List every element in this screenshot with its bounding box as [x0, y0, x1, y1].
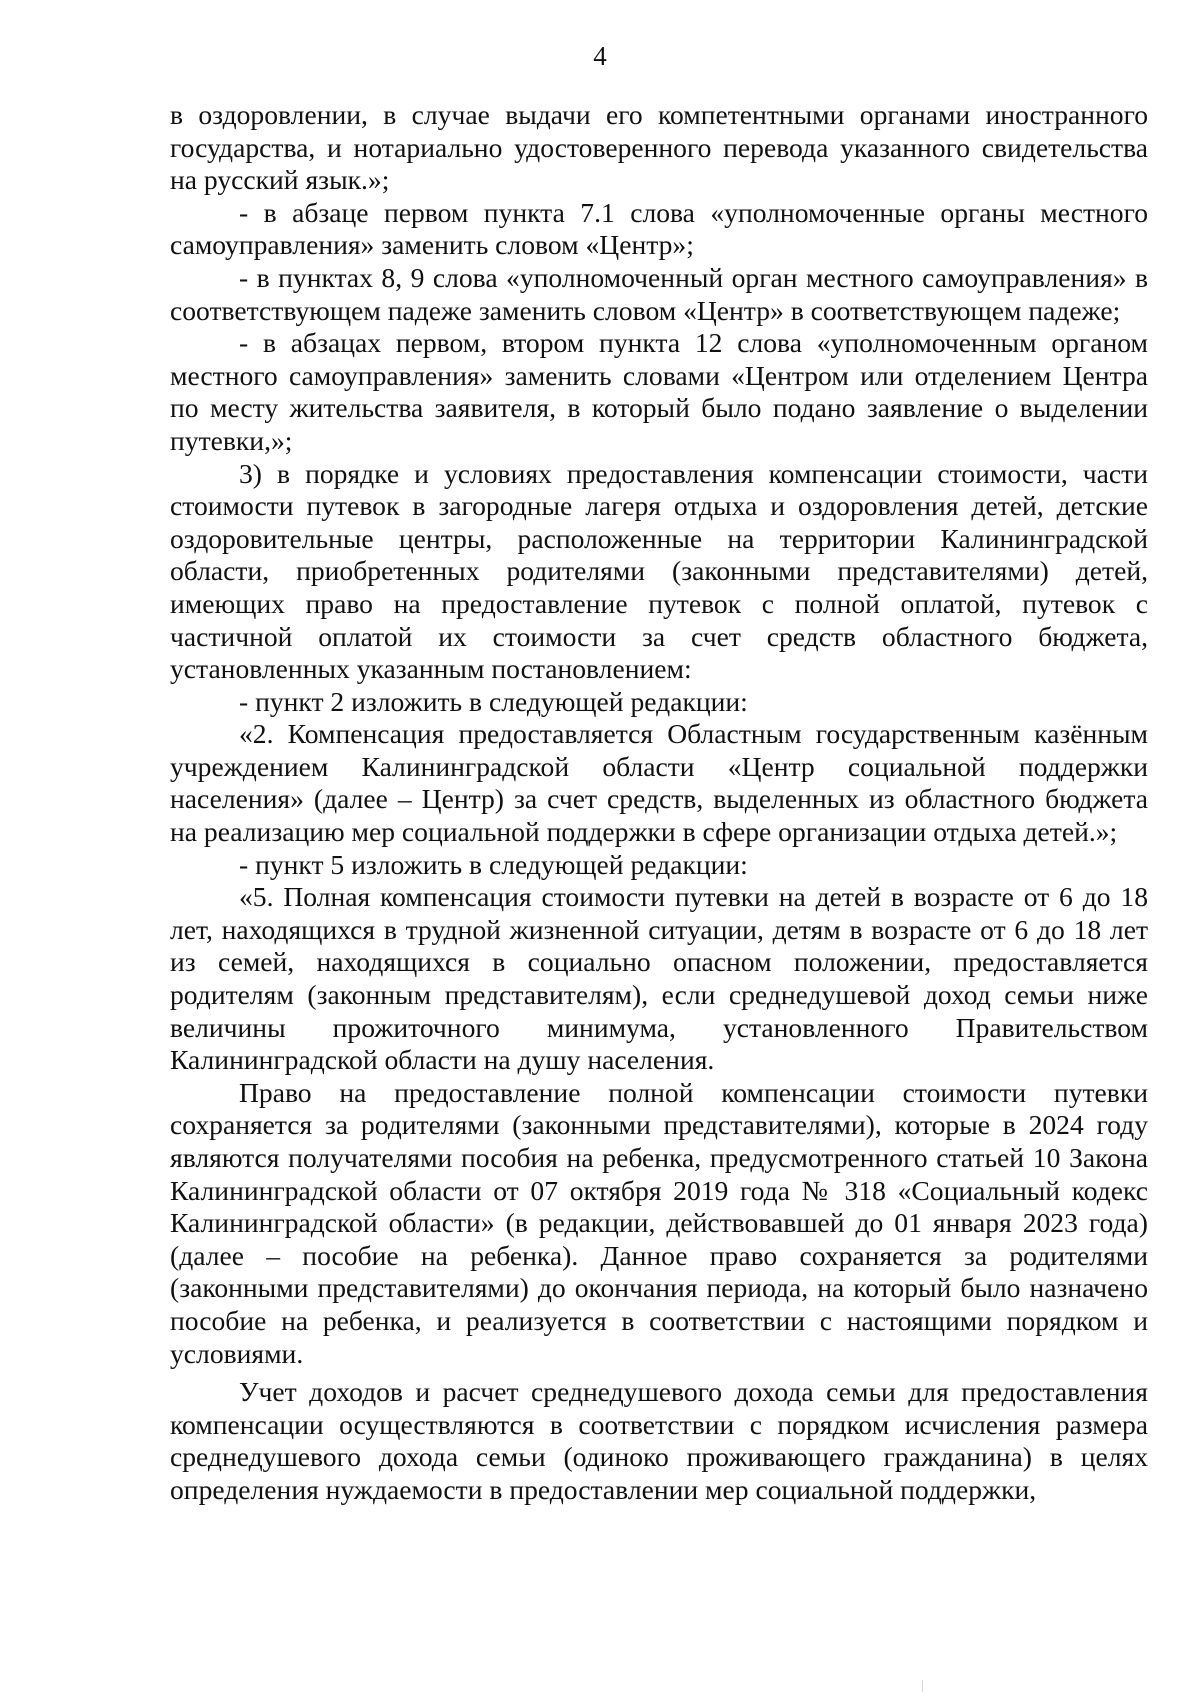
- paragraph-items-8-9: - в пунктах 8, 9 слова «уполномоченный орган местного самоуправления» в соответствующем падеже заменить словом «Центр» в соответствующем падеже;: [170, 261, 1148, 326]
- paragraph-point-5-intro: - пункт 5 изложить в следующей редакции:: [239, 848, 748, 880]
- paragraph-section-3: 3) в порядке и условиях предоставления компенсации стоимости, части стоимости путевок в загородные лагеря отдыха и оздоровления детей, детские оздоровительные центры, расположенные на территории Калининградской области, приобретенных родителями (законными представителями) детей, имеющих право на предоставление путевок с полной оплатой, путевок с частичной оплатой их стоимости за счет средств областного бюджета, установленных указанным постановлением:: [170, 457, 1148, 685]
- paragraph-continuation: в оздоровлении, в случае выдачи его компетентными органами иностранного государства, и нотариально удостоверенного перевода указанного свидетельства на русский язык.»;: [170, 99, 1148, 196]
- paragraph-point-2-text: «2. Компенсация предоставляется Областным государственным казённым учреждением Калининградской области «Центр социальной поддержки населения» (далее – Центр) за счет средств, выделенных из областного бюджета на реализацию мер социальной поддержки в сфере организации отдыха детей.»;: [170, 718, 1148, 848]
- document-body: [170, 99, 1148, 1507]
- paragraph-point-5-text: «5. Полная компенсация стоимости путевки на детей в возрасте от 6 до 18 лет, находящихся в трудной жизненной ситуации, детям в возрасте от 6 до 18 лет из семей, находящихся в социально опасном положении, предоставляется родителям (законным представителям), если среднедушевой доход семьи ниже величины прожиточного минимума, установленного Правительством Калининградской области на душу населения.: [170, 881, 1148, 1076]
- scan-artifact: [922, 1680, 923, 1692]
- page-number: 4: [593, 41, 607, 71]
- paragraph-income-accounting: Учет доходов и расчет среднедушевого дохода семьи для предоставления компенсации осуществляются в соответствии с порядком исчисления размера среднедушевого дохода семьи (одиноко проживающего гражданина) в целях определения нуждаемости в предоставлении мер социальной поддержки,: [170, 1376, 1148, 1505]
- paragraph-right-to-compensation: Право на предоставление полной компенсации стоимости путевки сохраняется за родителями (законными представителями), которые в 2024 году являются получателями пособия на ребенка, предусмотренного статьей 10 Закона Калининградской области от 07 октября 2019 года № 318 «Социальный кодекс Калининградской области» (в редакции, действовавшей до 01 января 2023 года) (далее – пособие на ребенка). Данное право сохраняется за родителями (законными представителями) до окончания периода, на который было назначено пособие на ребенка, и реализуется в соответствии с настоящими порядком и условиями.: [170, 1076, 1148, 1369]
- paragraph-item-12: - в абзацах первом, втором пункта 12 слова «уполномоченным органом местного самоуправления» заменить словами «Центром или отделением Центра по месту жительства заявителя, в который было подано заявление о выделении путевки,»;: [170, 327, 1148, 456]
- paragraph-point-2-intro: - пункт 2 изложить в следующей редакции:: [239, 685, 748, 717]
- paragraph-item-7-1: - в абзаце первом пункта 7.1 слова «уполномоченные органы местного самоуправления» заменить словом «Центр»;: [170, 196, 1148, 261]
